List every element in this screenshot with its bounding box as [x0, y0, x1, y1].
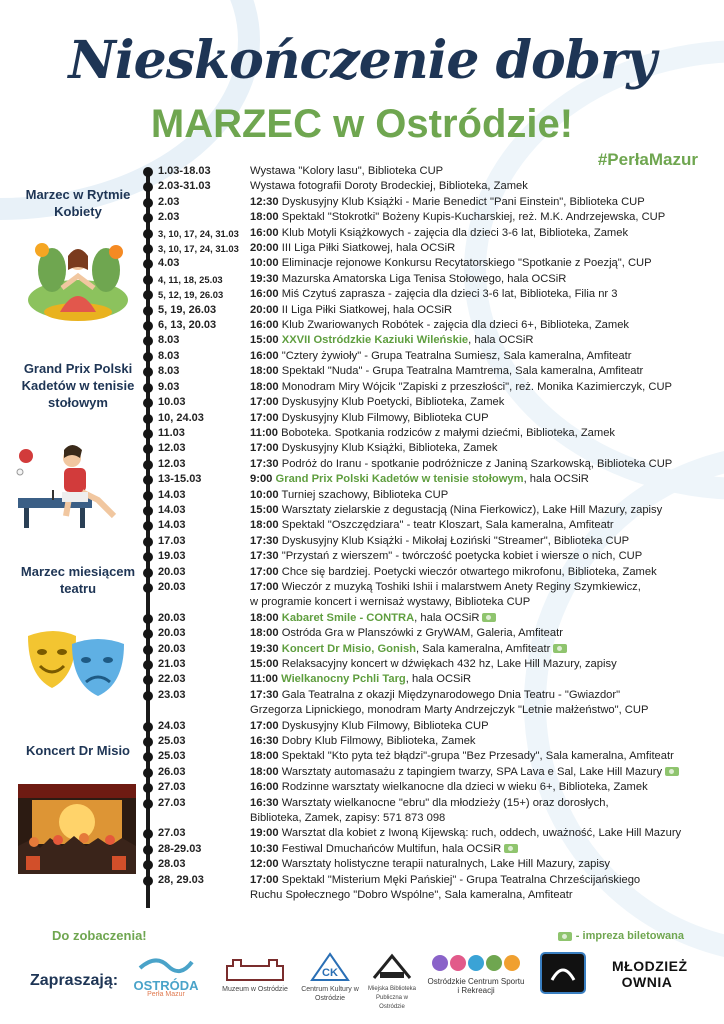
- event-text: Boboteka. Spotkania rodziców z małymi dziećmi, Biblioteka, Zamek: [281, 426, 616, 439]
- event-time: 15:00: [250, 503, 279, 516]
- event-text: Spektakl "Misterium Męki Pańskiej" - Grupa Teatralna Chrześcijańskiego: [281, 873, 641, 886]
- event-date-spacer: [140, 811, 250, 826]
- footer-see-you: Do zobaczenia!: [52, 928, 147, 943]
- event-row: [140, 857, 724, 872]
- event-description: [250, 749, 724, 764]
- timeline-dot: [143, 244, 153, 254]
- concert-illustration: [18, 784, 136, 874]
- event-description: [250, 333, 724, 348]
- event-time: 11:00: [250, 673, 278, 686]
- event-description: [250, 857, 724, 872]
- event-text: Wystawa fotografii Doroty Brodeckiej, Biblioteka, Zamek: [250, 180, 528, 193]
- event-row: [140, 626, 724, 641]
- castle-icon: [223, 952, 287, 982]
- event-text: Ostróda Gra w Planszówki z GryWAM, Galeria, Amfiteatr: [281, 627, 563, 640]
- event-text: Warsztaty wielkanocne "ebru" dla młodzieży (15+) oraz dorosłych,: [281, 796, 609, 809]
- biblioteka-logo: Miejska Biblioteka Publiczna w Ostródzie: [364, 952, 420, 1012]
- event-date: 12.03: [158, 442, 186, 455]
- event-date: 19.03: [158, 550, 186, 563]
- event-description: [250, 488, 724, 503]
- event-time: 16:00: [250, 226, 279, 239]
- event-row: [140, 765, 724, 780]
- event-description: [250, 256, 724, 271]
- event-description: [250, 672, 724, 687]
- event-description: [250, 457, 724, 472]
- event-date: 2.03: [158, 211, 180, 224]
- event-text: Spektakl "Kto pyta też błądzi"-grupa "Bez Przesady", Sala kameralna, Amfiteatr: [281, 750, 674, 763]
- timeline-dot: [143, 198, 153, 208]
- sidebar-women-label: Marzec w Rytmie Kobiety: [25, 187, 131, 219]
- event-row: [140, 549, 724, 564]
- event-text: , hala OCSiR: [468, 334, 534, 347]
- event-row: [140, 303, 724, 318]
- event-text: Spektakl "Oszczędziara" - teatr Kloszart, Sala kameralna, Amfiteatr: [281, 519, 614, 532]
- event-text-continuation: Grzegorza Lipnickiego, monodram Marty Andrzejczyk "Letnie małżeństwo", CUP: [250, 704, 649, 717]
- event-text: Klub Zwariowanych Robótek - zajęcia dla dzieci 6+, Biblioteka, Zamek: [281, 319, 630, 332]
- woman-meditating-illustration: [22, 230, 134, 326]
- timeline-dot: [143, 306, 153, 316]
- event-text-continuation: w programie koncert i wernisaż wystawy, Biblioteka CUP: [250, 596, 531, 609]
- event-text-continuation: Biblioteka, Zamek, zapisy: 571 873 098: [250, 812, 446, 825]
- event-time: 18:00: [250, 611, 279, 624]
- event-row: [140, 226, 724, 241]
- event-time: 17:30: [250, 688, 279, 701]
- event-time: 17:30: [250, 550, 279, 563]
- timeline-dot: [143, 383, 153, 393]
- organizers-label: Zapraszają:: [30, 972, 119, 989]
- event-date: 20.03: [158, 627, 186, 640]
- event-time: 11:00: [250, 426, 278, 439]
- event-date: 8.03: [158, 365, 180, 378]
- event-date: 13-15.03: [158, 473, 202, 486]
- ticket-icon: [665, 767, 679, 776]
- theatre-masks-illustration: [24, 626, 128, 702]
- event-date: 25.03: [158, 750, 186, 763]
- timeline-dot: [143, 321, 153, 331]
- event-description: [250, 241, 724, 256]
- svg-text:CK: CK: [322, 967, 338, 979]
- mlodziez-logo: MŁODZIEŻ OWNIA: [612, 958, 688, 990]
- event-description: [250, 626, 724, 641]
- event-text: Dyskusyjny Klub Książki, Biblioteka, Zamek: [281, 442, 498, 455]
- event-row: [140, 457, 724, 472]
- event-text: Dobry Klub Filmowy, Biblioteka, Zamek: [281, 735, 476, 748]
- event-description: [250, 441, 724, 456]
- event-description: [250, 842, 724, 857]
- event-description: [250, 826, 724, 841]
- event-description: [250, 719, 724, 734]
- event-row-continuation: [140, 703, 724, 718]
- ticket-icon: [482, 613, 496, 622]
- event-time: 12:00: [250, 858, 279, 871]
- event-text: Warsztat dla kobiet z Iwoną Kijewską: ruch, oddech, uważność, Lake Hill Mazury: [281, 827, 682, 840]
- event-time: 9:00: [250, 473, 273, 486]
- event-time: 16:30: [250, 796, 279, 809]
- event-row: [140, 873, 724, 888]
- table-tennis-illustration: [14, 440, 136, 530]
- event-date-spacer: [140, 888, 250, 903]
- event-description: [250, 549, 724, 564]
- event-date: 1.03-18.03: [158, 165, 211, 177]
- event-date: 6, 13, 20.03: [158, 319, 217, 332]
- event-text: Wieczór z muzyką Toshiki Ishii i malarstwem Anety Reginy Szymkiewicz,: [281, 580, 641, 593]
- event-time: 18:00: [250, 380, 279, 393]
- event-description: [250, 734, 724, 749]
- event-text: Dyskusyjny Klub Filmowy, Biblioteka CUP: [281, 719, 489, 732]
- timeline-dot: [143, 876, 153, 886]
- event-row: [140, 672, 724, 687]
- event-date: 14.03: [158, 488, 186, 501]
- event-date: 2.03: [158, 195, 180, 208]
- event-text: Gala Teatralna z okazji Międzynarodowego Dnia Teatru - "Gwiazdor": [281, 688, 621, 701]
- event-time: 17:00: [250, 396, 279, 409]
- event-date: 28.03: [158, 858, 186, 871]
- sidebar-concert-label: Koncert Dr Misio: [25, 743, 130, 758]
- event-highlight: Grand Prix Polski Kadetów w tenisie stołowym: [275, 473, 524, 486]
- event-date: 14.03: [158, 519, 186, 532]
- dark-badge-icon: [540, 952, 586, 994]
- event-time: 16:00: [250, 349, 279, 362]
- event-text: Podróż do Iranu - spotkanie podróżnicze z Janiną Szarkowską, Biblioteka CUP: [281, 457, 673, 470]
- event-time: 17:30: [250, 534, 279, 547]
- event-time: 19:00: [250, 827, 279, 840]
- timeline-dot: [143, 229, 153, 239]
- event-description: [250, 765, 724, 780]
- event-description: [250, 580, 724, 595]
- event-time: 20:00: [250, 303, 279, 316]
- event-description: [250, 642, 724, 657]
- event-text: Dyskusyjny Klub Książki - Marie Benedict "Pani Einstein", Biblioteka CUP: [281, 195, 645, 208]
- books-icon: [370, 952, 414, 982]
- event-row-continuation: [140, 888, 724, 903]
- event-description: [250, 349, 724, 364]
- event-date: 20.03: [158, 642, 186, 655]
- event-row: [140, 826, 724, 841]
- event-row: [140, 780, 724, 795]
- event-text: , hala OCSiR: [405, 673, 472, 686]
- event-text: Dyskusyjny Klub Poetycki, Biblioteka, Zamek: [281, 396, 505, 409]
- event-time: 16:30: [250, 735, 279, 748]
- event-date: 28-29.03: [158, 842, 202, 855]
- timeline-dot: [143, 460, 153, 470]
- timeline-dot: [143, 429, 153, 439]
- event-date: 24.03: [158, 719, 186, 732]
- timeline-dot: [143, 645, 153, 655]
- event-row: [140, 657, 724, 672]
- event-description: [250, 164, 724, 179]
- event-time: 18:00: [250, 627, 279, 640]
- event-highlight: Kabaret Smile - CONTRA: [281, 611, 415, 624]
- event-description: [250, 518, 724, 533]
- event-time: 18:00: [250, 750, 279, 763]
- event-row: [140, 287, 724, 302]
- event-text: Dyskusyjny Klub Książki - Mikołaj Łoziński "Streamer", Biblioteka CUP: [281, 534, 630, 547]
- event-time: 15:00: [250, 658, 279, 670]
- event-row: [140, 349, 724, 364]
- event-row: [140, 441, 724, 456]
- event-text: III Liga Piłki Siatkowej, hala OCSiR: [281, 242, 456, 255]
- partner-logo: [538, 952, 588, 997]
- cuk-logo: CK Centrum Kultury w Ostródzie: [300, 952, 360, 1003]
- event-description: [250, 688, 724, 703]
- timeline-dot: [143, 506, 153, 516]
- event-description: [250, 226, 724, 241]
- event-row: [140, 534, 724, 549]
- event-highlight: Wielkanocny Pchli Targ: [281, 673, 406, 686]
- ticket-icon: [553, 644, 567, 653]
- timeline-dot: [143, 691, 153, 701]
- event-row: [140, 611, 724, 626]
- timeline-dot: [143, 275, 153, 285]
- event-description: [250, 780, 724, 795]
- event-time: 15:00: [250, 334, 279, 347]
- event-row: [140, 749, 724, 764]
- timeline-dot: [143, 660, 153, 670]
- timeline-dot: [143, 491, 153, 501]
- event-row: [140, 642, 724, 657]
- event-row: [140, 734, 724, 749]
- event-list: [140, 164, 724, 904]
- event-row: [140, 565, 724, 580]
- event-highlight: Koncert Dr Misio, Gonish: [281, 642, 416, 655]
- event-time: 17:00: [250, 565, 279, 578]
- event-text: Turniej szachowy, Biblioteka CUP: [281, 488, 449, 501]
- timeline-dot: [143, 167, 153, 177]
- event-description: [250, 657, 724, 672]
- event-text: Spektakl "Stokrotki" Bożeny Kupis-Kucharskiej, reż. M.K. Andrzejewska, CUP: [281, 211, 666, 224]
- timeline-dot: [143, 414, 153, 424]
- event-text: Relaksacyjny koncert w dźwiękach 432 hz, Lake Hill Mazury, zapisy: [281, 658, 617, 670]
- event-time: 17:00: [250, 411, 279, 424]
- sport-icons: [430, 952, 522, 974]
- event-date: 17.03: [158, 534, 186, 547]
- event-text: Festiwal Dmuchańców Multifun, hala OCSiR: [281, 842, 502, 855]
- event-description: [250, 287, 724, 302]
- event-time: 18:00: [250, 365, 279, 378]
- event-description: [250, 210, 724, 225]
- event-date: 20.03: [158, 580, 186, 593]
- event-time: 16:00: [250, 319, 279, 332]
- event-date: 27.03: [158, 781, 186, 794]
- timeline-dot: [143, 583, 153, 593]
- event-text: Warsztaty automasażu z tapingiem twarzy, SPA Lava e Sal, Lake Hill Mazury: [281, 765, 663, 778]
- event-date: 27.03: [158, 827, 186, 840]
- event-row: [140, 380, 724, 395]
- event-text: "Przystań z wierszem" - twórczość poetycka kobiet i wiersze o nich, CUP: [281, 550, 643, 563]
- event-row: [140, 488, 724, 503]
- event-row: [140, 688, 724, 703]
- sidebar-theatre-label: Marzec miesiącem teatru: [20, 564, 136, 596]
- event-text: Eliminacje rejonowe Konkursu Recytatorskiego "Spotkanie z Poezją", CUP: [281, 257, 652, 270]
- timeline-dot: [143, 737, 153, 747]
- event-text: , hala OCSiR: [414, 611, 480, 624]
- event-date: 3, 10, 17, 24, 31.03: [158, 227, 239, 239]
- event-description: [250, 873, 724, 888]
- event-row: [140, 719, 724, 734]
- ticket-icon: [558, 932, 572, 941]
- event-row: [140, 364, 724, 379]
- event-row: [140, 272, 724, 287]
- event-date: 28, 29.03: [158, 873, 204, 886]
- event-description: [250, 472, 724, 487]
- event-text: Mazurska Amatorska Liga Tenisa Stołowego, hala OCSiR: [281, 272, 567, 285]
- event-description: [250, 411, 724, 426]
- event-time: 16:00: [250, 288, 279, 301]
- event-description: [250, 426, 724, 441]
- event-description: [250, 195, 724, 210]
- event-row: [140, 164, 724, 179]
- timeline-dot: [143, 352, 153, 362]
- event-date: 2.03-31.03: [158, 180, 211, 193]
- event-text: , hala OCSiR: [523, 473, 589, 486]
- event-time: 17:00: [250, 873, 279, 886]
- event-row: [140, 179, 724, 194]
- muzeum-logo: Muzeum w Ostródzie: [216, 952, 294, 994]
- event-date: 4, 11, 18, 25.03: [158, 273, 223, 285]
- event-time: 17:30: [250, 457, 279, 470]
- event-date: 20.03: [158, 611, 186, 624]
- event-date: 14.03: [158, 503, 186, 516]
- event-text: Wystawa "Kolory lasu", Biblioteka CUP: [250, 165, 444, 177]
- event-date: 26.03: [158, 765, 186, 778]
- event-time: 20:00: [250, 242, 279, 255]
- event-row: [140, 333, 724, 348]
- event-time: 17:00: [250, 442, 279, 455]
- event-date: 10.03: [158, 396, 186, 409]
- page-title: Nieskończenie dobry: [68, 30, 656, 91]
- event-text: Warsztaty holistyczne terapii naturalnych, Lake Hill Mazury, zapisy: [281, 858, 611, 871]
- event-time: 19:30: [250, 642, 279, 655]
- event-description: [250, 364, 724, 379]
- event-time: 17:00: [250, 719, 279, 732]
- event-date: 21.03: [158, 658, 186, 670]
- timeline-dot: [143, 537, 153, 547]
- event-text: Monodram Miry Wójcik "Zapiski z przeszłości", reż. Monika Kazimierczyk, CUP: [281, 380, 672, 393]
- event-description: [250, 565, 724, 580]
- event-time: 12:30: [250, 195, 279, 208]
- event-text: Warsztaty zielarskie z degustacją (Nina Fierkowicz), Lake Hill Mazury, zapisy: [281, 503, 663, 516]
- event-time: 18:00: [250, 519, 279, 532]
- wave-icon: [136, 952, 196, 978]
- ostroda-logo: OSTRÓDA Perła Mazur: [128, 952, 204, 999]
- timeline-dot: [143, 614, 153, 624]
- event-row: [140, 195, 724, 210]
- event-date: 20.03: [158, 565, 186, 578]
- event-date: 11.03: [158, 426, 185, 439]
- event-time: 18:00: [250, 211, 279, 224]
- event-date: 5, 19, 26.03: [158, 303, 217, 316]
- event-date: 25.03: [158, 735, 186, 748]
- event-row: [140, 503, 724, 518]
- event-date: 3, 10, 17, 24, 31.03: [158, 243, 239, 255]
- event-time: 17:00: [250, 580, 279, 593]
- event-row: [140, 318, 724, 333]
- event-row: [140, 411, 724, 426]
- event-row: [140, 241, 724, 256]
- ticket-icon: [504, 844, 518, 853]
- ck-icon: [310, 952, 350, 982]
- event-date: 8.03: [158, 349, 180, 362]
- ticket-legend: - impreza biletowana: [555, 930, 684, 942]
- event-description: [250, 303, 724, 318]
- event-row: [140, 796, 724, 811]
- event-description: [250, 318, 724, 333]
- timeline-dot: [143, 768, 153, 778]
- event-text: II Liga Piłki Siatkowej, hala OCSiR: [281, 303, 453, 316]
- event-description: [250, 503, 724, 518]
- event-description: [250, 179, 724, 194]
- event-time: 16:00: [250, 781, 279, 794]
- event-date-spacer: [140, 703, 250, 718]
- event-text: Miś Czytuś zaprasza - zajęcia dla dzieci 3-6 lat, Biblioteka, Filia nr 3: [281, 288, 618, 301]
- event-row: [140, 210, 724, 225]
- event-description: [250, 611, 724, 626]
- event-text: Rodzinne warsztaty wielkanocne dla dzieci w wieku 6+, Biblioteka, Zamek: [281, 781, 648, 794]
- event-date: 10, 24.03: [158, 411, 204, 424]
- event-row: [140, 472, 724, 487]
- event-row-continuation: [140, 595, 724, 610]
- sidebar-grandprix-label: Grand Prix Polski Kadetów w tenisie stołowym: [21, 361, 135, 410]
- event-date-spacer: [140, 595, 250, 610]
- hashtag: #PerłaMazur: [597, 150, 698, 169]
- event-date: 12.03: [158, 457, 186, 470]
- event-text: Dyskusyjny Klub Filmowy, Biblioteka CUP: [281, 411, 489, 424]
- event-highlight: XXVII Ostródzkie Kaziuki Wileńskie: [281, 334, 469, 347]
- event-text: Chce się bardziej. Poetycki wieczór otwartego mikrofonu, Biblioteka, Zamek: [281, 565, 657, 578]
- event-text: Spektakl "Nuda" - Grupa Teatralna Mamtrema, Sala kameralna, Amfiteatr: [281, 365, 644, 378]
- event-description: [250, 395, 724, 410]
- timeline-dot: [143, 722, 153, 732]
- event-text: Klub Motyli Książkowych - zajęcia dla dzieci 3-6 lat, Biblioteka, Zamek: [281, 226, 629, 239]
- event-row: [140, 256, 724, 271]
- event-date: 5, 12, 19, 26.03: [158, 289, 224, 301]
- page-subtitle: MARZEC w Ostródzie!: [150, 102, 574, 146]
- event-time: 18:00: [250, 765, 279, 778]
- ocsir-logo: Ostródzkie Centrum Sportu i Rekreacji: [426, 952, 526, 995]
- event-date: 8.03: [158, 334, 180, 347]
- event-row: [140, 518, 724, 533]
- event-text: , Sala kameralna, Amfiteatr: [416, 642, 551, 655]
- event-date: 4.03: [158, 257, 180, 270]
- event-description: [250, 796, 724, 811]
- event-text: "Cztery żywioły" - Grupa Teatralna Sumiesz, Sala kameralna, Amfiteatr: [281, 349, 632, 362]
- event-text-continuation: Ruchu Społecznego "Dobro Wspólne", Sala kameralna, Amfiteatr: [250, 889, 573, 902]
- event-row: [140, 426, 724, 441]
- event-time: 10:00: [250, 257, 279, 270]
- event-time: 10:00: [250, 488, 279, 501]
- event-time: 10:30: [250, 842, 279, 855]
- timeline-dot: [143, 845, 153, 855]
- event-row: [140, 395, 724, 410]
- event-row: [140, 580, 724, 595]
- event-description: [250, 380, 724, 395]
- event-date: 9.03: [158, 380, 180, 393]
- event-row: [140, 842, 724, 857]
- timeline-dot: [143, 799, 153, 809]
- event-description: [250, 272, 724, 287]
- event-date: 23.03: [158, 688, 186, 701]
- event-row-continuation: [140, 811, 724, 826]
- event-date: 27.03: [158, 796, 186, 809]
- event-description: [250, 534, 724, 549]
- event-time: 19:30: [250, 272, 279, 285]
- timeline-dot: [143, 568, 153, 578]
- event-date: 22.03: [158, 673, 186, 686]
